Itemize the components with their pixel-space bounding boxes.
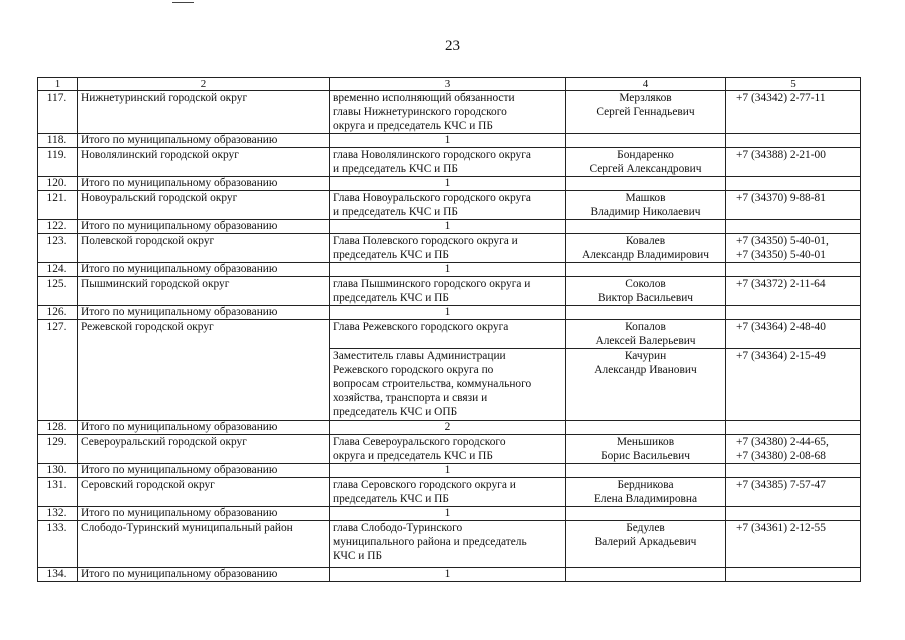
column-header: 5 [726, 78, 861, 91]
total-count: 1 [330, 263, 566, 277]
official-position: глава Пышминского городского округа и председатель КЧС и ПБ [330, 277, 566, 306]
row-number: 123. [38, 234, 78, 263]
empty-cell [726, 568, 861, 582]
total-label: Итого по муниципальному образованию [78, 421, 330, 435]
municipality-name: Североуральский городской округ [78, 435, 330, 464]
municipality-name: Новолялинский городской округ [78, 148, 330, 177]
phone-number: +7 (34380) 2-44-65, +7 (34380) 2-08-68 [726, 435, 861, 464]
total-label: Итого по муниципальному образованию [78, 306, 330, 320]
row-number: 128. [38, 421, 78, 435]
table-row [38, 521, 861, 568]
row-number: 122. [38, 220, 78, 234]
total-row [38, 421, 861, 435]
empty-cell [566, 134, 726, 148]
empty-cell [726, 263, 861, 277]
official-name: Ковалев Александр Владимирович [566, 234, 726, 263]
total-row [38, 306, 861, 320]
empty-cell [726, 134, 861, 148]
top-rule [172, 2, 194, 3]
row-number: 118. [38, 134, 78, 148]
municipality-name: Режевской городской округ [78, 320, 330, 421]
row-number: 134. [38, 568, 78, 582]
empty-cell [566, 177, 726, 191]
municipality-name: Серовский городской округ [78, 478, 330, 507]
total-label: Итого по муниципальному образованию [78, 177, 330, 191]
official-name: Меньшиков Борис Васильевич [566, 435, 726, 464]
official-position: глава Слободо-Туринского муниципального района и председатель КЧС и ПБ [330, 521, 566, 568]
phone-number: +7 (34342) 2-77-11 [726, 91, 861, 134]
row-number: 125. [38, 277, 78, 306]
column-number-row [38, 78, 861, 91]
empty-cell [566, 507, 726, 521]
table-row [38, 234, 861, 263]
table-row [38, 320, 861, 349]
table-row [38, 191, 861, 220]
phone-number: +7 (34385) 7-57-47 [726, 478, 861, 507]
official-position: Заместитель главы Администрации Режевского городского округа по вопросам строительства, коммунального хозяйства, транспорта и связи и председатель КЧС и ОПБ [330, 349, 566, 421]
empty-cell [566, 464, 726, 478]
total-count: 1 [330, 507, 566, 521]
total-count: 1 [330, 306, 566, 320]
row-number: 117. [38, 91, 78, 134]
empty-cell [566, 568, 726, 582]
official-name: Соколов Виктор Васильевич [566, 277, 726, 306]
official-name: Качурин Александр Иванович [566, 349, 726, 421]
municipality-name: Новоуральский городской округ [78, 191, 330, 220]
official-position: Глава Полевского городского округа и председатель КЧС и ПБ [330, 234, 566, 263]
row-number: 126. [38, 306, 78, 320]
official-name: Бердникова Елена Владимировна [566, 478, 726, 507]
municipality-name: Нижнетуринский городской округ [78, 91, 330, 134]
official-position: Глава Режевского городского округа [330, 320, 566, 349]
municipality-name: Слободо-Туринский муниципальный район [78, 521, 330, 568]
row-number: 129. [38, 435, 78, 464]
official-name: Бондаренко Сергей Александрович [566, 148, 726, 177]
total-row [38, 177, 861, 191]
empty-cell [726, 507, 861, 521]
column-header: 2 [78, 78, 330, 91]
empty-cell [566, 306, 726, 320]
table-row [38, 277, 861, 306]
row-number: 130. [38, 464, 78, 478]
municipality-name: Пышминский городской округ [78, 277, 330, 306]
phone-number: +7 (34361) 2-12-55 [726, 521, 861, 568]
total-count: 1 [330, 464, 566, 478]
total-count: 1 [330, 220, 566, 234]
table-row [38, 148, 861, 177]
official-position: Глава Новоуральского городского округа и председатель КЧС и ПБ [330, 191, 566, 220]
phone-number: +7 (34364) 2-48-40 [726, 320, 861, 349]
official-name: Бедулев Валерий Аркадьевич [566, 521, 726, 568]
table-row [38, 91, 861, 134]
row-number: 132. [38, 507, 78, 521]
contacts-table [37, 77, 861, 582]
empty-cell [726, 306, 861, 320]
phone-number: +7 (34372) 2-11-64 [726, 277, 861, 306]
total-row [38, 220, 861, 234]
total-row [38, 507, 861, 521]
row-number: 124. [38, 263, 78, 277]
total-label: Итого по муниципальному образованию [78, 568, 330, 582]
row-number: 119. [38, 148, 78, 177]
official-position: глава Серовского городского округа и председатель КЧС и ПБ [330, 478, 566, 507]
phone-number: +7 (34350) 5-40-01, +7 (34350) 5-40-01 [726, 234, 861, 263]
table-row [38, 435, 861, 464]
total-row [38, 263, 861, 277]
total-label: Итого по муниципальному образованию [78, 220, 330, 234]
phone-number: +7 (34388) 2-21-00 [726, 148, 861, 177]
empty-cell [566, 220, 726, 234]
empty-cell [726, 464, 861, 478]
empty-cell [566, 421, 726, 435]
row-number: 121. [38, 191, 78, 220]
empty-cell [726, 220, 861, 234]
municipality-name: Полевской городской округ [78, 234, 330, 263]
total-count: 1 [330, 134, 566, 148]
total-count: 1 [330, 177, 566, 191]
phone-number: +7 (34364) 2-15-49 [726, 349, 861, 421]
total-row [38, 134, 861, 148]
total-label: Итого по муниципальному образованию [78, 134, 330, 148]
row-number: 133. [38, 521, 78, 568]
empty-cell [726, 177, 861, 191]
total-count: 2 [330, 421, 566, 435]
official-name: Копалов Алексей Валерьевич [566, 320, 726, 349]
row-number: 131. [38, 478, 78, 507]
empty-cell [726, 421, 861, 435]
phone-number: +7 (34370) 9-88-81 [726, 191, 861, 220]
page-number: 23 [445, 38, 460, 54]
official-position: временно исполняющий обязанности главы Нижнетуринского городского округа и председатель КЧС и ПБ [330, 91, 566, 134]
empty-cell [566, 263, 726, 277]
column-header: 1 [38, 78, 78, 91]
official-name: Машков Владимир Николаевич [566, 191, 726, 220]
total-label: Итого по муниципальному образованию [78, 507, 330, 521]
total-count: 1 [330, 568, 566, 582]
official-position: глава Новолялинского городского округа и председатель КЧС и ПБ [330, 148, 566, 177]
column-header: 4 [566, 78, 726, 91]
official-position: Глава Североуральского городского округа и председатель КЧС и ПБ [330, 435, 566, 464]
table-row [38, 478, 861, 507]
row-number: 120. [38, 177, 78, 191]
column-header: 3 [330, 78, 566, 91]
total-label: Итого по муниципальному образованию [78, 263, 330, 277]
total-label: Итого по муниципальному образованию [78, 464, 330, 478]
row-number: 127. [38, 320, 78, 421]
total-row [38, 464, 861, 478]
total-row [38, 568, 861, 582]
official-name: Мерзляков Сергей Геннадьевич [566, 91, 726, 134]
